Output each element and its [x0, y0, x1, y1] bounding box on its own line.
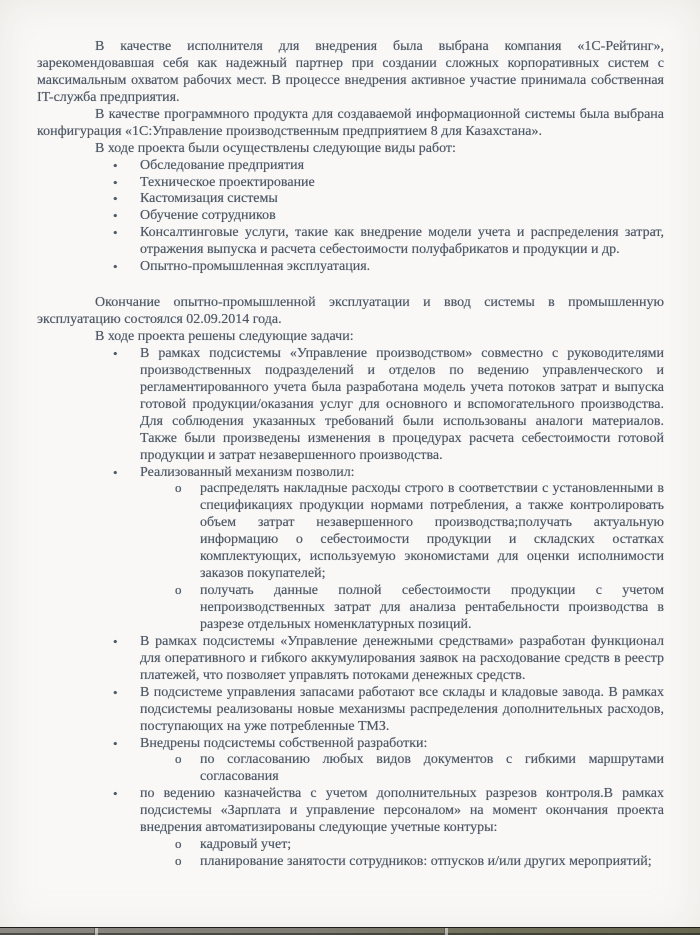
work-item — [37, 175, 664, 192]
work-item-text: Обследование предприятия — [140, 157, 305, 173]
task-item-text: по ведению казначейства с учетом дополнительных разрезов контроля.В рамках подсистемы «Зарплата и управление персоналом» на момент окончания проекта внедрения автоматизированы следующие учетные контуры: — [140, 786, 664, 836]
task-item-text: Внедрены подсистемы собственной разработки: — [140, 735, 428, 751]
task-item-text: В подсистеме управления запасами работают все склады и кладовые завода. В рамках подсистемы реализованы новые механизмы распределения дополнительных расходов, поступающих на уже потребленные ТМЗ. — [140, 684, 664, 734]
paragraph-works-intro: В ходе проекта были осуществлены следующие виды работ: — [95, 140, 456, 156]
work-item — [37, 259, 664, 276]
work-item — [37, 208, 664, 225]
bullet-icon: • — [113, 345, 118, 361]
paragraph-tasks-intro: В ходе проекта решены следующие задачи: — [95, 329, 354, 344]
bullet-icon: • — [113, 208, 118, 224]
circle-bullet-icon: o — [175, 480, 182, 496]
paragraph-executor: В качестве исполнителя для внедрения была выбрана компания «1С-Рейтинг», зарекомендовавшая себя как надежный партнер при создании сложных корпоративных систем с максимальным охватом рабочих мест. В процессе внедрения активное участие принимала собственная IT-служба предприятия. — [37, 39, 664, 105]
task-item — [37, 465, 664, 482]
subtask-item-text: получать данные полной себестоимости продукции с учетом непроизводственных затрат для анализа рентабельности производства в разрезе отдельных номенклатурных позиций. — [200, 583, 664, 632]
task-item — [37, 786, 664, 837]
table-cell-divider — [94, 928, 98, 935]
subtask-item — [37, 854, 664, 871]
circle-bullet-icon: o — [175, 836, 182, 852]
work-item — [37, 225, 664, 259]
paragraph-completion: Окончание опытно-промышленной эксплуатации и ввод системы в промышленную эксплуатацию состоялся 02.09.2014 года. — [37, 295, 664, 328]
bullet-icon: • — [113, 174, 118, 190]
bullet-icon: • — [113, 157, 118, 173]
task-item — [37, 685, 664, 736]
bullet-icon: • — [113, 735, 118, 751]
subtask-item — [37, 837, 664, 854]
bullet-icon: • — [113, 464, 118, 480]
work-item-text: Техническое проектирование — [140, 174, 315, 190]
subtask-item-text: кадровый учет; — [200, 837, 292, 853]
works-list — [37, 158, 664, 277]
work-item-text: Консалтинговые услуги, такие как внедрение модели учета и распределения затрат, отражения выпуска и расчета себестоимости полуфабрикатов и продукции и др. — [140, 225, 664, 258]
subtask-item — [37, 481, 664, 583]
bullet-icon: • — [113, 633, 118, 649]
task-item-text: Реализованный механизм позволил: — [140, 464, 355, 480]
work-item-text: Обучение сотрудников — [140, 208, 276, 224]
task-item — [37, 736, 664, 753]
table-cell-divider — [444, 928, 448, 935]
task-item — [37, 634, 664, 685]
subtask-item-text: по согласованию любых видов документов с гибкими маршрутами согласования — [200, 752, 664, 785]
paragraph-product: В качестве программного продукта для создаваемой информационной системы была выбрана конфигурация «1С:Управление производственным предприятием 8 для Казахстана». — [37, 106, 664, 139]
bullet-icon: • — [113, 225, 118, 241]
tasks-list — [37, 346, 664, 871]
task-item-text: В рамках подсистемы «Управление денежными средствами» разработан функционал для оперативного и гибкого аккумулирования заявок на расходование средств в реестр платежей, что позволяет управлять потоками денежных средств. — [140, 633, 664, 683]
circle-bullet-icon: o — [175, 582, 182, 598]
circle-bullet-icon: o — [175, 751, 182, 767]
bullet-icon: • — [113, 191, 118, 207]
document-text — [37, 39, 664, 871]
subtask-item-text: планирование занятости сотрудников: отпусков и/или других мероприятий; — [200, 854, 652, 870]
work-item-text: Кастомизация системы — [140, 191, 278, 207]
work-item — [37, 158, 664, 175]
cutoff-table-top-edge — [0, 927, 700, 935]
task-item — [37, 346, 664, 465]
bullet-icon: • — [113, 259, 118, 275]
circle-bullet-icon: o — [175, 853, 182, 869]
bullet-icon: • — [113, 786, 118, 802]
subtask-item — [37, 752, 664, 786]
bullet-icon: • — [113, 684, 118, 700]
subtask-item-text: распределять накладные расходы строго в соответствии с установленными в спецификациях продукции нормами потребления, а также контролировать объем затрат незавершенного производства;получать актуальную информацию о себестоимости продукции и складских остатках комплектующих, используемую экономистами для оценки исполнимости заказов покупателей; — [200, 481, 664, 582]
work-item-text: Опытно-промышленная эксплуатация. — [140, 259, 371, 275]
task-item-text: В рамках подсистемы «Управление производством» совместно с руководителями производственных подразделений и отделов по ведению управленческого и регламентированного учета была разработана модель учета потоков затрат и выпуска готовой продукции/оказания услуг для основного и вспомогательного производства. Для соблюдения указанных требований были использованы аналоги материалов. Также были произведены изменения в процедурах расчета себестоимости готовой продукции и затрат незавершенного производства. — [140, 345, 664, 463]
subtask-item — [37, 583, 664, 634]
work-item — [37, 191, 664, 208]
